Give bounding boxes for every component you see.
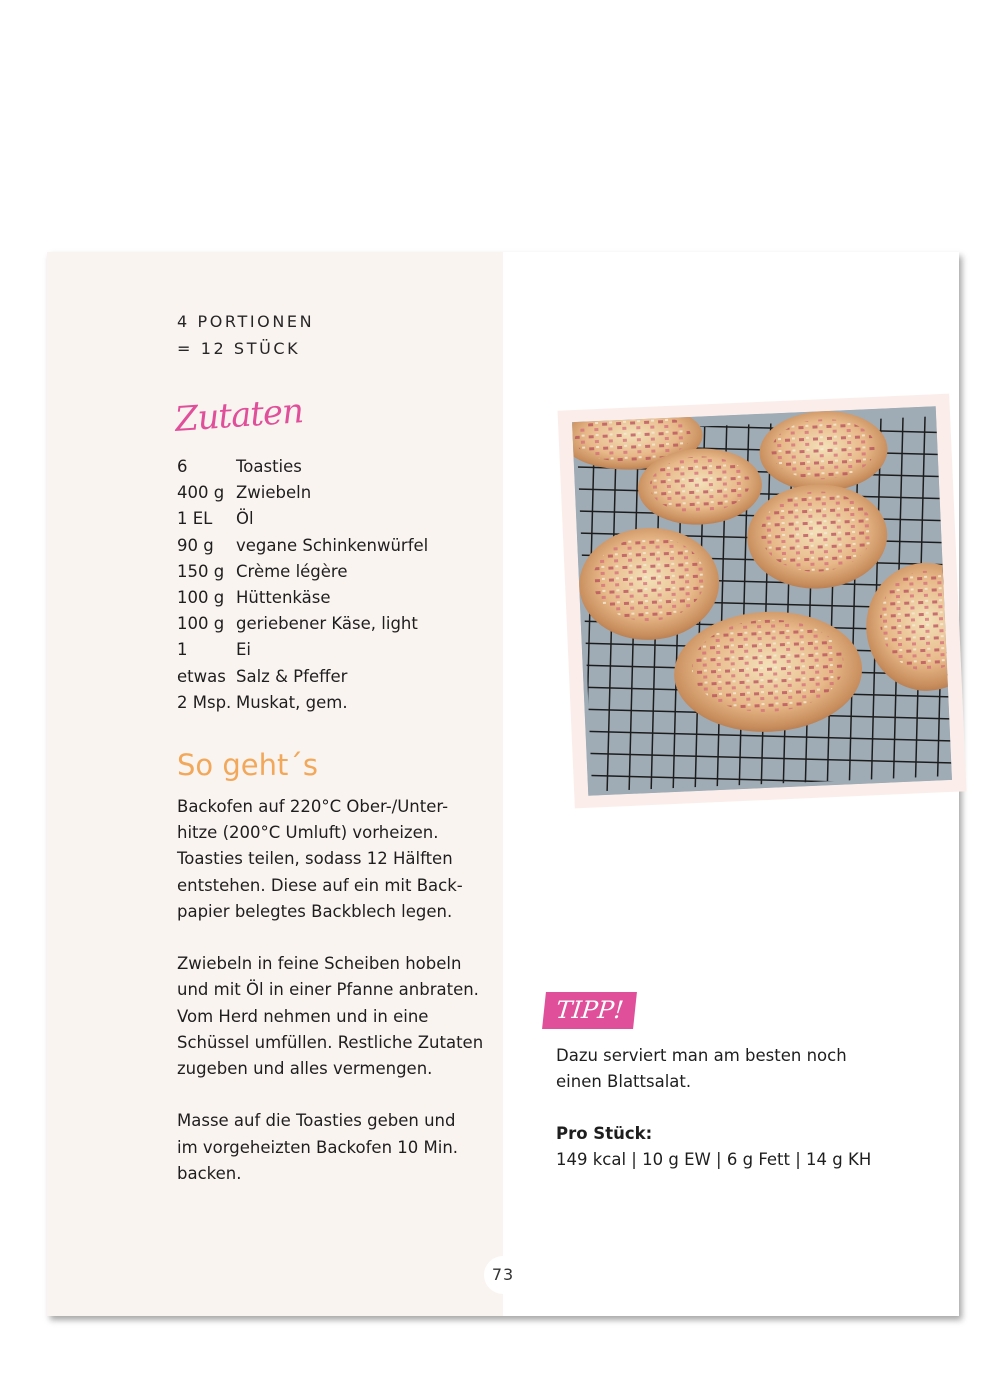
portions-info (177, 308, 314, 362)
page-number: 73 (484, 1256, 522, 1294)
ingredient-name: vegane Schinkenwürfel (236, 535, 429, 555)
ingredient-name: Salz & Pfeffer (236, 666, 348, 686)
tip-label: TIPP! (542, 992, 637, 1029)
ingredient-name: Ei (236, 640, 252, 660)
ingredients-list (177, 454, 428, 716)
ingredient-quantity: 1 (177, 640, 188, 660)
ingredient-name: Hüttenkäse (236, 588, 331, 608)
ingredient-row (177, 585, 428, 611)
ingredient-row (177, 533, 428, 559)
ingredient-name: Muskat, gem. (236, 692, 348, 712)
ingredient-quantity: 100 g (177, 614, 225, 634)
ingredient-quantity: 1 EL (177, 509, 213, 529)
instruction-paragraph: Zwiebeln in feine Scheiben hobeln und mit Öl in einer Pfanne anbraten. Vom Herd nehmen und in eine Schüssel umfüllen. Restliche Zutaten zugeben und alles vermengen. (177, 954, 484, 1079)
nutrition-heading: Pro Stück: (556, 1124, 653, 1143)
ingredient-row (177, 611, 428, 637)
pieces-count: = 12 STÜCK (177, 339, 301, 358)
toasties-on-rack-image (572, 406, 952, 796)
ingredient-quantity: 90 g (177, 535, 214, 555)
ingredient-name: Öl (236, 509, 254, 529)
tip-text: Dazu serviert man am besten noch einen Blattsalat. (556, 1046, 847, 1092)
ingredient-quantity: 2 Msp. (177, 692, 232, 712)
ingredient-name: Zwiebeln (236, 483, 312, 503)
ingredient-row (177, 454, 428, 480)
ingredient-row (177, 637, 428, 663)
instructions-text (177, 794, 487, 1213)
ingredient-row (177, 506, 428, 532)
recipe-photo (572, 406, 952, 796)
nutrition-values: 149 kcal | 10 g EW | 6 g Fett | 14 g KH (556, 1150, 872, 1169)
ingredient-name: geriebener Käse, light (236, 614, 418, 634)
recipe-photo-frame (558, 394, 967, 809)
recipe-page (47, 252, 959, 1316)
ingredient-quantity: etwas (177, 666, 226, 686)
ingredient-row (177, 480, 428, 506)
ingredient-quantity: 150 g (177, 561, 225, 581)
ingredient-name: Crème légère (236, 561, 348, 581)
ingredient-row (177, 664, 428, 690)
ingredient-quantity: 6 (177, 457, 188, 476)
ingredient-quantity: 400 g (177, 483, 225, 503)
ingredient-quantity: 100 g (177, 588, 225, 608)
instructions-title: So geht´s (177, 748, 318, 782)
instruction-paragraph: Backofen auf 220°C Ober-/Unter- hitze (200°C Umluft) vorheizen. Toasties teilen, sodass 12 Hälften entstehen. Diese auf ein mit Back- papier belegtes Backblech legen. (177, 797, 463, 921)
ingredient-row (177, 559, 428, 585)
recipe-left-panel (47, 252, 503, 1316)
ingredients-title: Zutaten (173, 391, 305, 440)
portions-count: 4 PORTIONEN (177, 312, 315, 331)
instruction-paragraph: Masse auf die Toasties geben und im vorgeheizten Backofen 10 Min. backen. (177, 1111, 459, 1183)
ingredient-name: Toasties (236, 457, 302, 476)
ingredient-row (177, 690, 428, 716)
